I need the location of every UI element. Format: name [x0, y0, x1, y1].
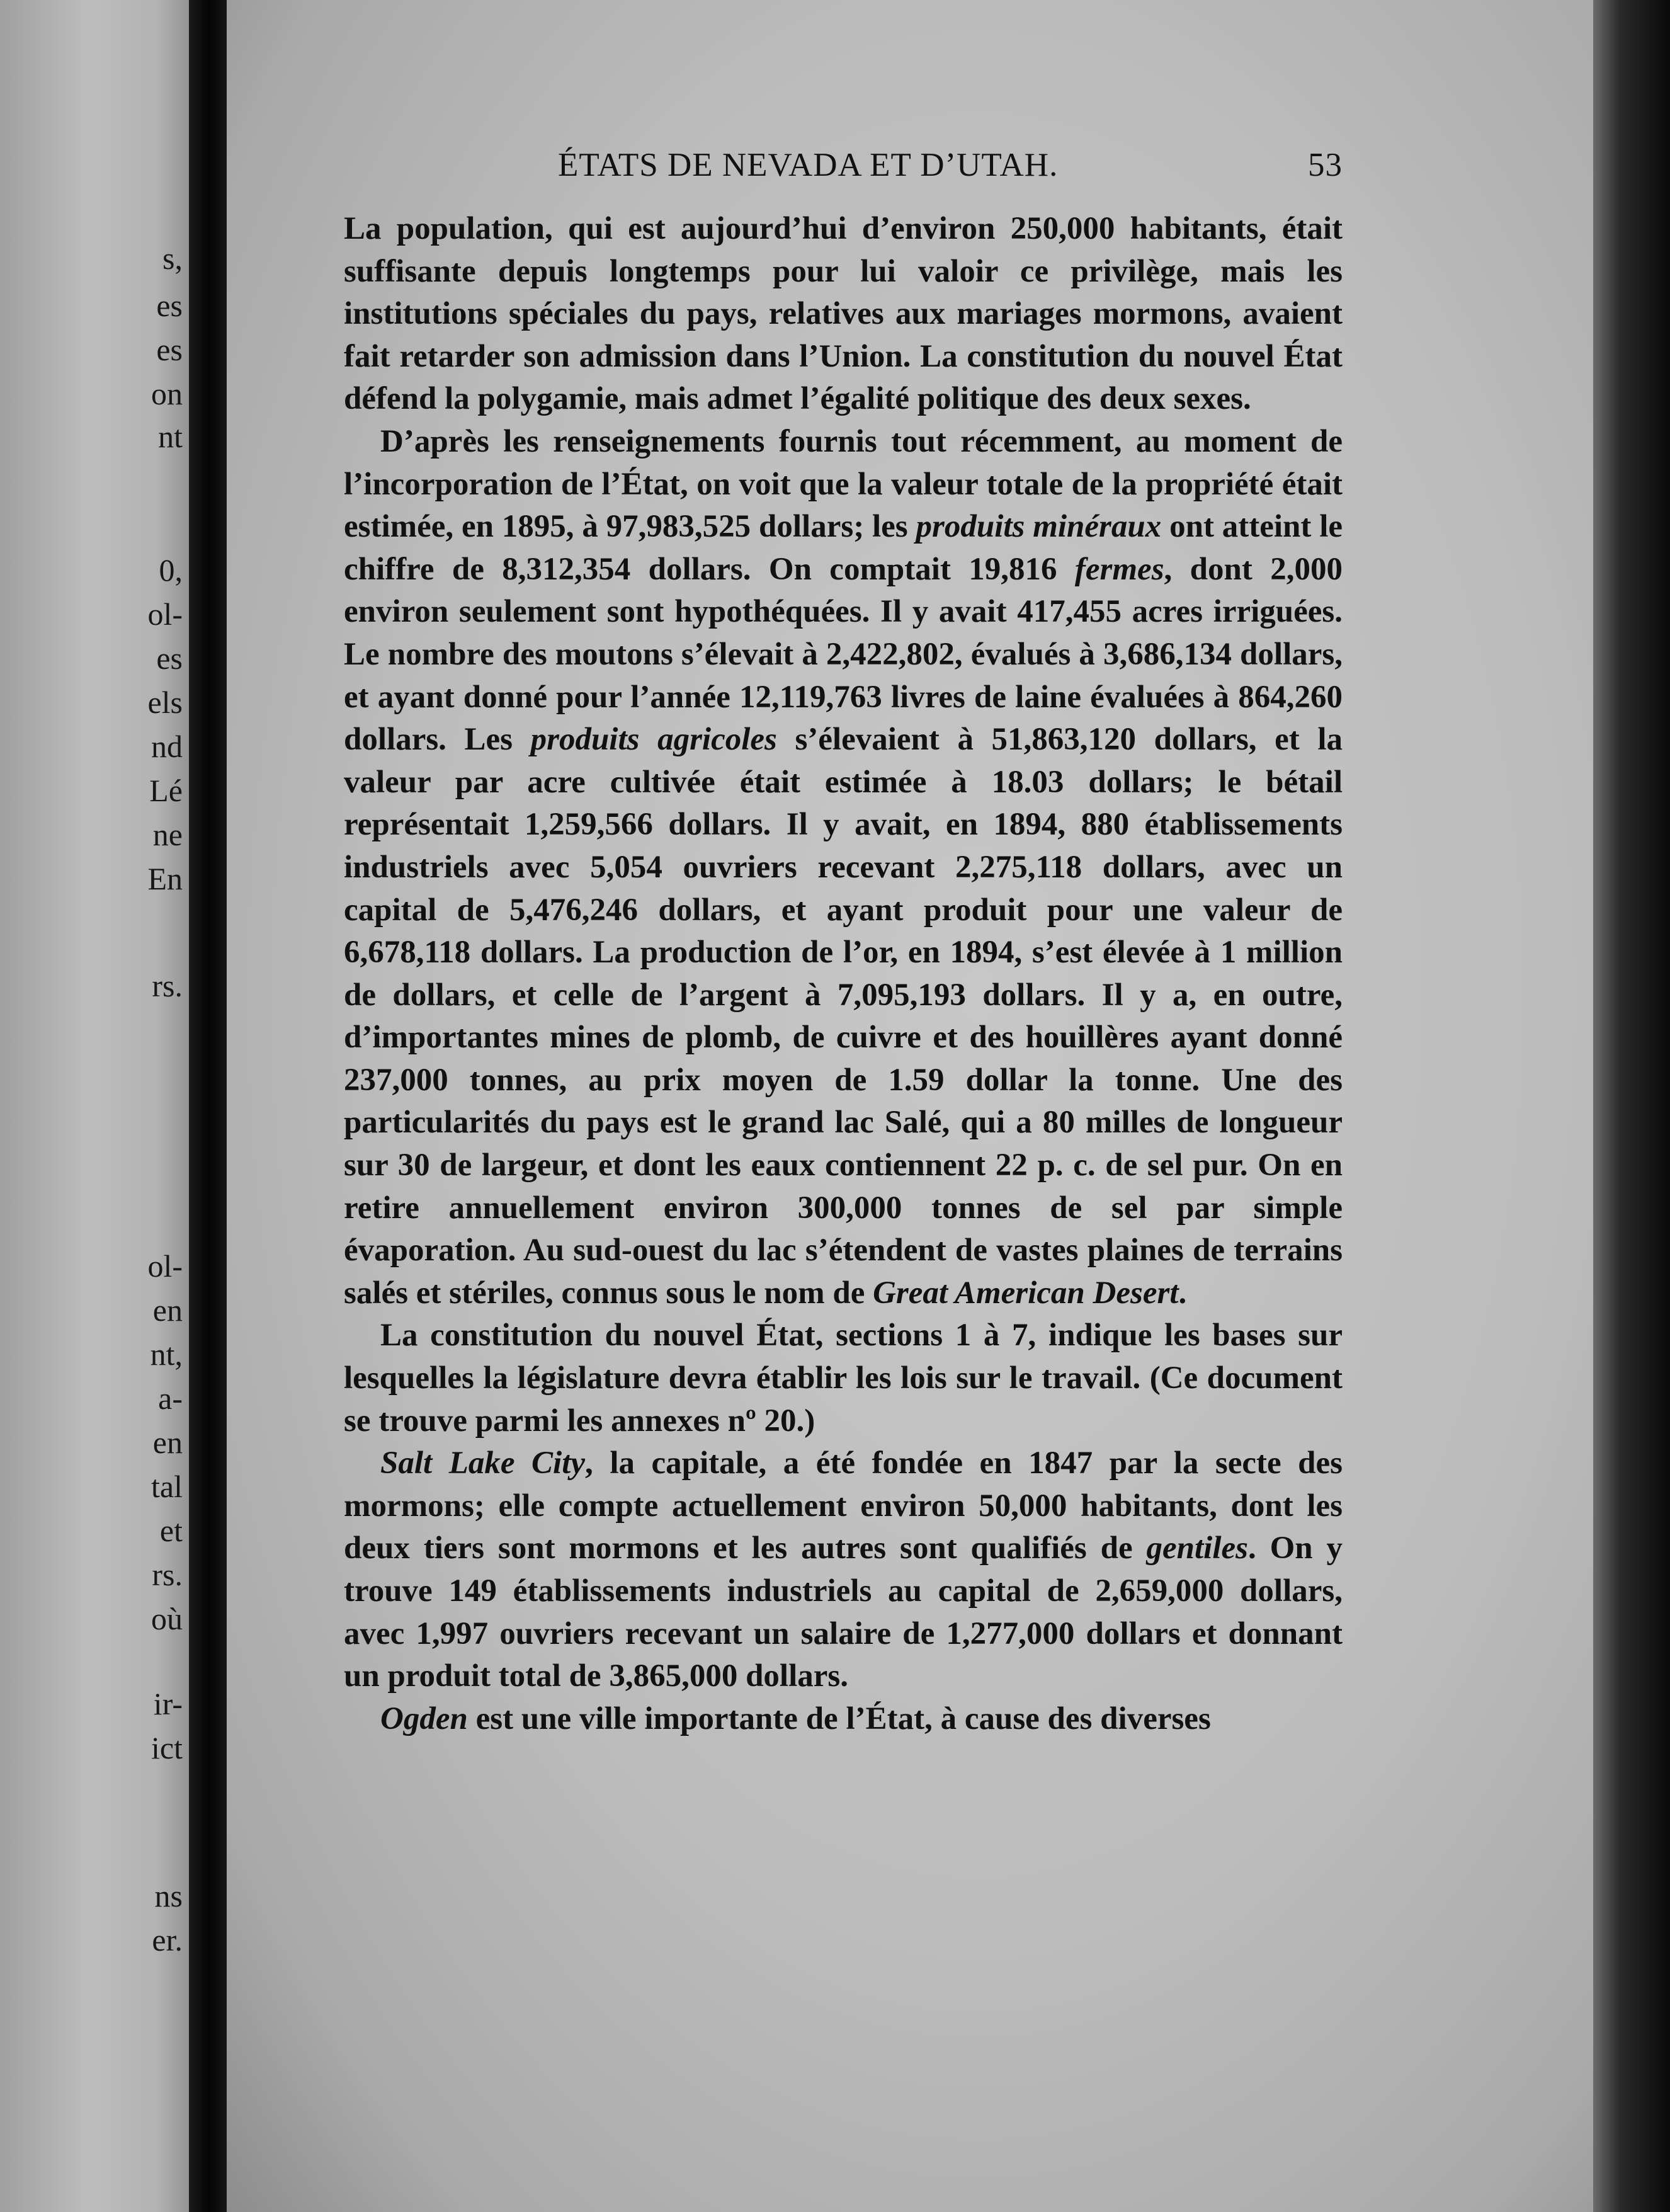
- margin-fragment: nd: [151, 729, 183, 764]
- margin-fragment: es: [156, 288, 183, 323]
- italic-text: fermes: [1074, 551, 1164, 587]
- page-right-edge: [1593, 0, 1670, 2212]
- italic-text: Ogden: [380, 1701, 468, 1736]
- paragraph-2: [344, 421, 1343, 1314]
- margin-fragment: rs.: [152, 968, 183, 1003]
- text-run: est une ville importante de l’État, à cause des diverses: [467, 1701, 1211, 1736]
- margin-fragment: nt: [158, 419, 183, 454]
- text-run: .: [1178, 1275, 1187, 1311]
- paragraph-5: [344, 1698, 1343, 1741]
- margin-fragment: on: [151, 376, 183, 411]
- italic-text: produits agricoles: [530, 722, 777, 758]
- text-run: , dont 2,000 environ seulement sont hypothéquées. Il y avait 417,455 acres irriguées. Le nombre des moutons s’élevait à 2,422,802, évalués à 3,686,134 dollars, et ayant donné pour l’année 12,119,763 livres de laine évaluées à 864,260 dollars. Les: [344, 551, 1343, 758]
- margin-fragment: a-: [158, 1381, 183, 1416]
- margin-fragment: où: [151, 1601, 183, 1636]
- italic-text: Great American Desert: [873, 1275, 1179, 1311]
- margin-fragment: Lé: [149, 773, 183, 808]
- paragraph-3: [344, 1314, 1343, 1442]
- text-run: La population, qui est aujourd’hui d’environ 250,000 habitants, était suffisante depuis longtemps pour lui valoir ce privilège, mais les institutions spéciales du pays, relatives aux mariages mormons, avaient fait retarder son admission dans l’Union. La constitution du nouvel État défend la polygamie, mais admet l’égalité politique des deux sexes.: [344, 211, 1343, 417]
- margin-fragment: 0,: [159, 552, 183, 588]
- page-number: 53: [1308, 147, 1343, 183]
- margin-fragment: ns: [154, 1878, 183, 1913]
- paragraph-1: [344, 208, 1343, 421]
- margin-fragment: els: [147, 685, 183, 720]
- text-run: D’après les renseignements fournis tout récemment, au moment de l’incorporation de l’État, on voit que la valeur totale de la propriété était estimée, en 1895, à 97,983,525 dollars; les: [344, 423, 1343, 545]
- text-run: . On y trouve 149 établissements industriels au capital de 2,659,000 dollars, avec 1,997 ouvriers recevant un salaire de 1,277,000 dollars et donnant un produit total de 3,865,000 dollars.: [344, 1531, 1343, 1694]
- margin-fragment: ol-: [147, 1248, 183, 1284]
- margin-fragment: s,: [162, 241, 183, 276]
- margin-fragment: rs.: [152, 1557, 183, 1592]
- italic-text: gentiles: [1146, 1531, 1248, 1566]
- text-run: , la capitale, a été fondée en 1847 par la secte des mormons; elle compte actuellement environ 50,000 habitants, dont les deux tiers sont mormons et les autres sont qualifiés de: [344, 1445, 1343, 1566]
- margin-fragment: ol-: [147, 596, 183, 632]
- italic-text: Salt Lake City: [380, 1445, 586, 1481]
- margin-fragment: ict: [151, 1730, 183, 1765]
- body-text: [344, 208, 1343, 1740]
- margin-fragment: er.: [152, 1922, 183, 1958]
- margin-fragment: ir-: [153, 1686, 183, 1721]
- italic-text: produits minéraux: [916, 509, 1162, 545]
- text-run: ont atteint le chiffre de 8,312,354 dollars. On comptait 19,816: [344, 509, 1343, 587]
- running-head: [344, 141, 1343, 185]
- running-title: ÉTATS DE NEVADA ET D’UTAH.: [558, 147, 1059, 183]
- paragraph-4: [344, 1442, 1343, 1698]
- text-run: s’élevaient à 51,863,120 dollars, et la valeur par acre cultivée était estimée à 18.03 dollars; le bétail représentait 1,259,566 dollars. Il y avait, en 1894, 880 établissements industriels avec 5,054 ouvriers recevant 2,275,118 dollars, avec un capital de 5,476,246 dollars, et ayant produit pour une valeur de 6,678,118 dollars. La production de l’or, en 1894, s’est élevée à 1 million de dollars, et celle de l’argent à 7,095,193 dollars. Il y a, en outre, d’importantes mines de plomb, de cuivre et des houillères ayant donné 237,000 tonnes, au prix moyen de 1.59 dollar la tonne. Une des particularités du pays est le grand lac Salé, qui a 80 milles de longueur sur 30 de largeur, et dont les eaux contiennent 22 p. c. de sel pur. On en retire annuellement environ 300,000 tonnes de sel par simple évaporation. Au sud-ouest du lac s’étendent de vastes plaines de terrains salés et stériles, connus sous le nom de: [344, 722, 1343, 1311]
- margin-fragment: es: [156, 332, 183, 367]
- text-run: La constitution du nouvel État, sections 1 à 7, indique les bases sur lesquelles la législature devra établir les lois sur le travail. (Ce document se trouve parmi les annexes nº 20.): [344, 1318, 1343, 1439]
- margin-fragment: nt,: [150, 1337, 183, 1372]
- margin-fragment: en: [152, 1292, 183, 1328]
- margin-fragment: et: [159, 1513, 183, 1548]
- margin-fragment: es: [156, 641, 183, 676]
- left-page-edge: [0, 0, 195, 2212]
- margin-fragment: ne: [152, 817, 183, 852]
- margin-fragment: En: [147, 861, 183, 896]
- margin-fragment: en: [152, 1425, 183, 1460]
- margin-fragment: tal: [151, 1469, 183, 1504]
